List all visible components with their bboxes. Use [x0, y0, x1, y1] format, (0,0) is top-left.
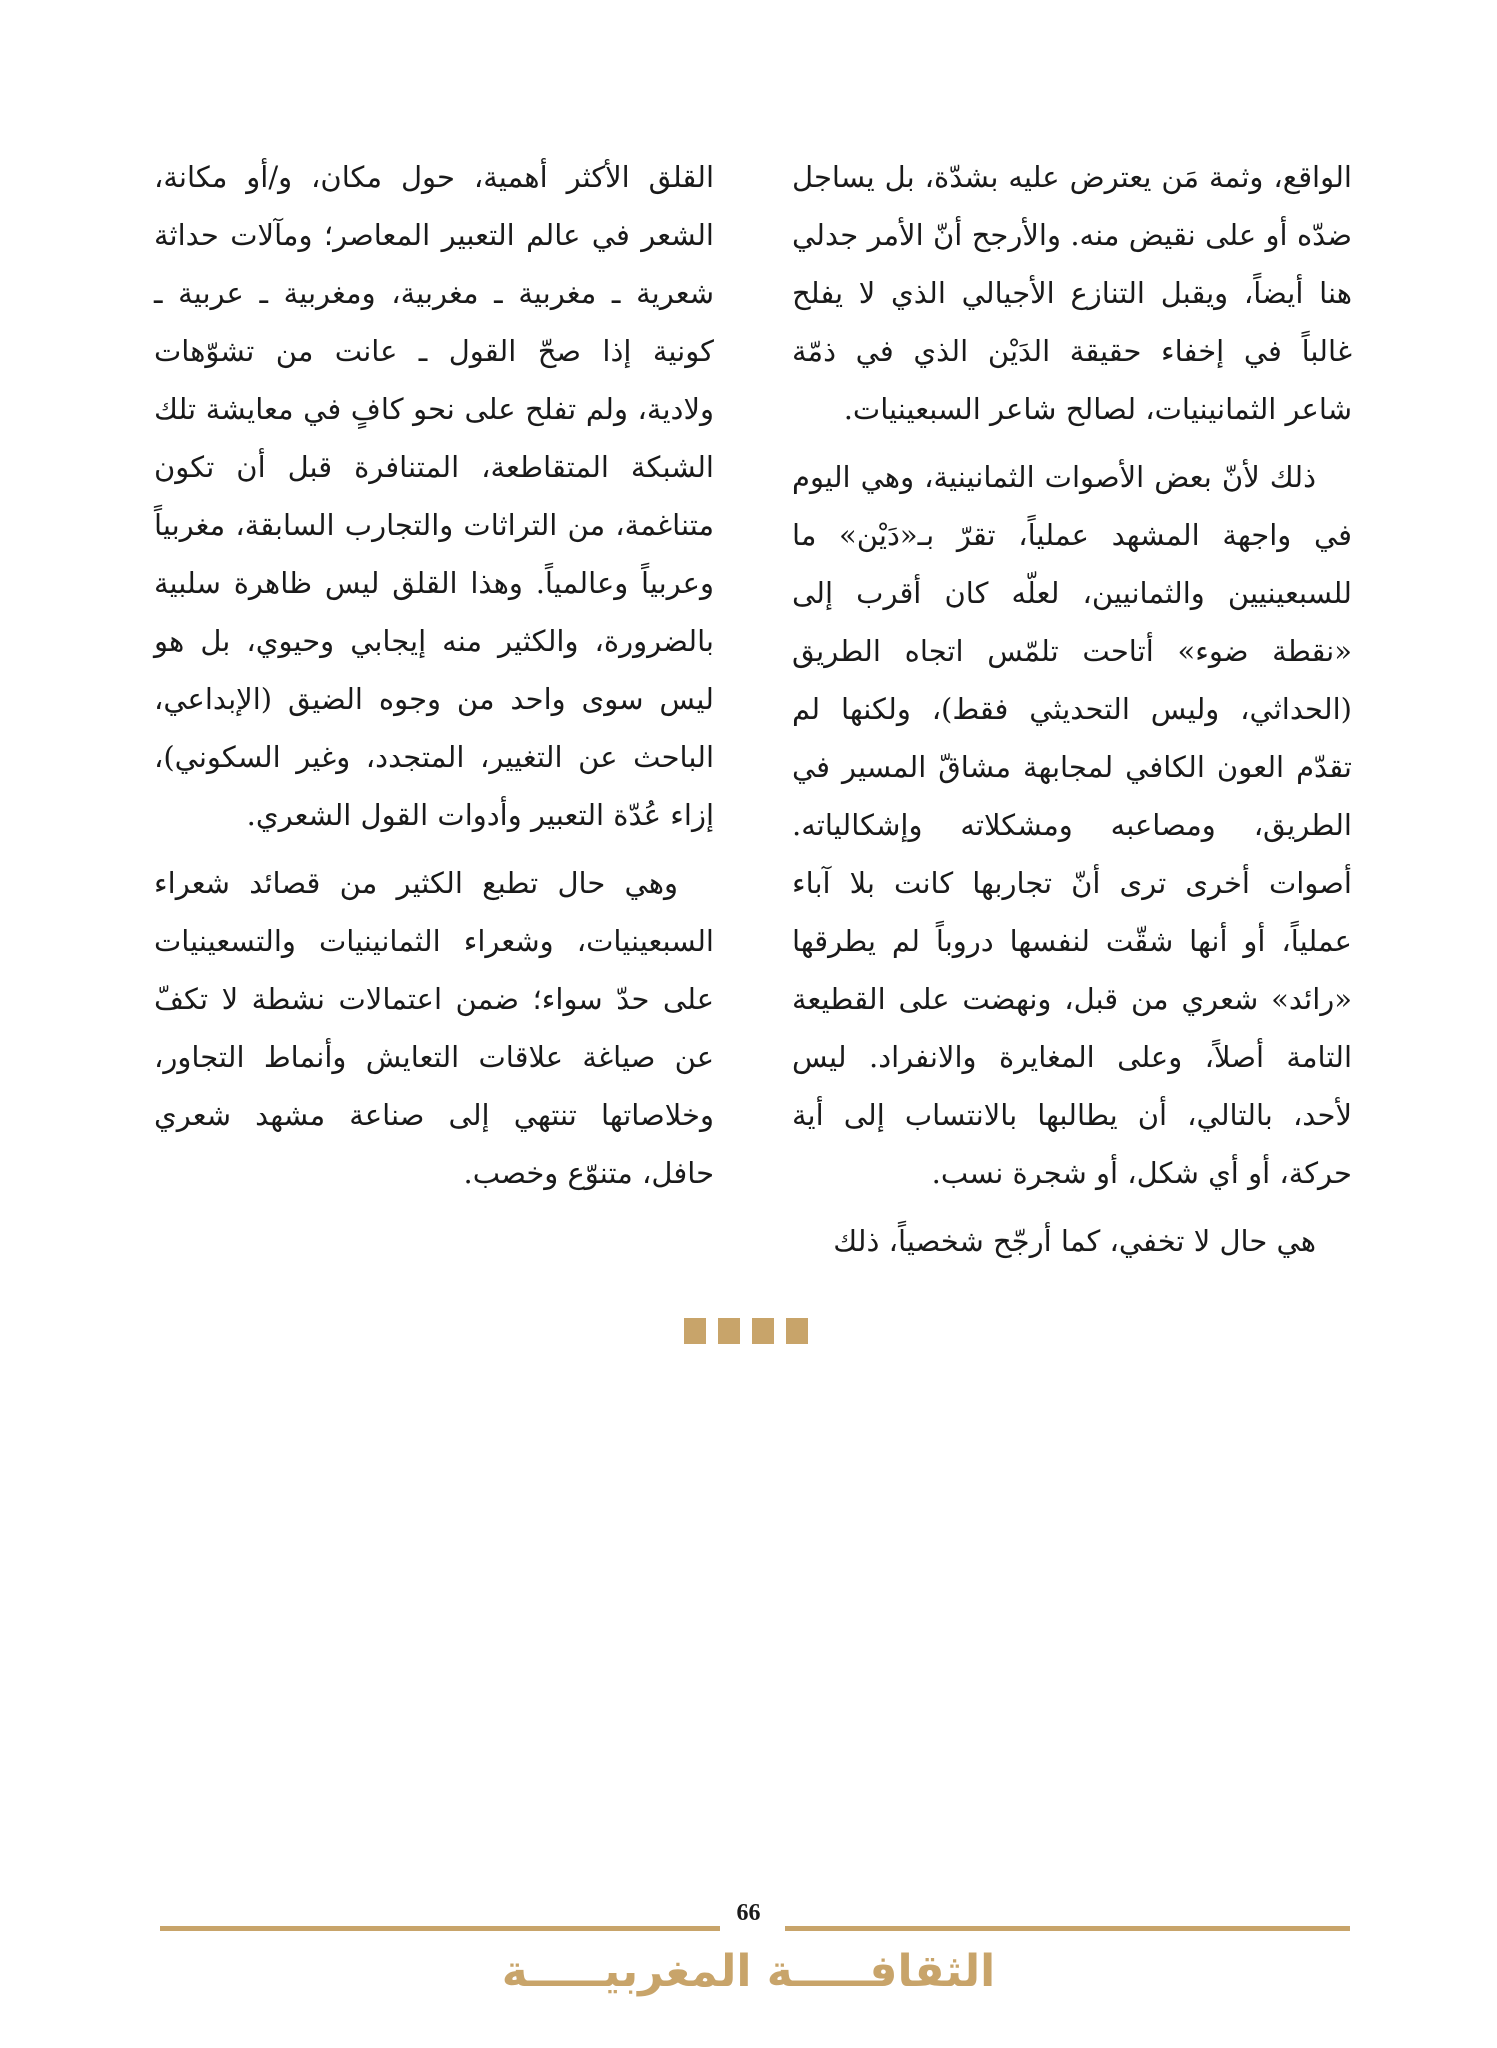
- footer-rule-left: [160, 1926, 720, 1931]
- page-number: 66: [736, 1900, 761, 1926]
- paragraph: الواقع، وثمة مَن يعترض عليه بشدّة، بل يساجل ضدّه أو على نقيض منه. والأرجح أنّ الأمر جدلي هنا أيضاً، ويقبل التنازع الأجيالي الذي لا يفلح غالباً في إخفاء حقيقة الدَيْن الذي في ذمّة شاعر الثمانينيات، لصالح شاعر السبعينيات.: [792, 160, 1352, 426]
- separator-square: [718, 1318, 740, 1344]
- paragraph: ذلك لأنّ بعض الأصوات الثمانينية، وهي اليوم في واجهة المشهد عملياً، تقرّ بـ«دَيْن» ما للسبعينيين والثمانيين، لعلّه كان أقرب إلى «نقطة ضوء» أتاحت تلمّس اتجاه الطريق (الحداثي، وليس التحديثي فقط)، ولكنها لم تقدّم العون الكافي لمجابهة مشاقّ المسير في الطريق، ومصاعبه ومشكلاته وإشكالياته. أصوات أخرى ترى أنّ تجاربها كانت بلا آباء عملياً، أو أنها شقّت لنفسها دروباً لم يطرقها «رائد» شعري من قبل، ونهضت على القطيعة التامة أصلاً، وعلى المغايرة والانفراد. ليس لأحد، بالتالي، أن يطالبها بالانتساب إلى أية حركة، أو أي شكل، أو شجرة نسب.: [792, 460, 1352, 1190]
- separator-square: [684, 1318, 706, 1344]
- section-separator: [684, 1318, 808, 1344]
- paragraph: وهي حال تطبع الكثير من قصائد شعراء السبعينيات، وشعراء الثمانينيات والتسعينيات على حدّ سواء؛ ضمن اعتمالات نشطة لا تكفّ عن صياغة علاقات التعايش وأنماط التجاور، وخلاصاتها تنتهي إلى صناعة مشهد شعري حافل، متنوّع وخصب.: [154, 866, 714, 1190]
- paragraph: هي حال لا تخفي، كما أرجّح شخصياً، ذلك: [833, 1224, 1316, 1258]
- magazine-title: الثقافـــــة المغربيـــــة: [501, 1946, 996, 1997]
- separator-square: [786, 1318, 808, 1344]
- separator-square: [752, 1318, 774, 1344]
- text-column-left: [154, 148, 714, 1212]
- footer-rule-right: [785, 1926, 1350, 1931]
- text-column-right: [792, 148, 1352, 1280]
- paragraph: القلق الأكثر أهمية، حول مكان، و/أو مكانة، الشعر في عالم التعبير المعاصر؛ ومآلات حداثة شعرية ـ مغربية ـ مغربية، ومغربية ـ عربية ـ كونية إذا صحّ القول ـ عانت من تشوّهات ولادية، ولم تفلح على نحو كافٍ في معايشة تلك الشبكة المتقاطعة، المتنافرة قبل أن تكون متناغمة، من التراثات والتجارب السابقة، مغربياً وعربياً وعالمياً. وهذا القلق ليس ظاهرة سلبية بالضرورة، والكثير منه إيجابي وحيوي، بل هو ليس سوى واحد من وجوه الضيق (الإبداعي، الباحث عن التغيير، المتجدد، وغير السكوني)، إزاء عُدّة التعبير وأدوات القول الشعري.: [154, 160, 714, 832]
